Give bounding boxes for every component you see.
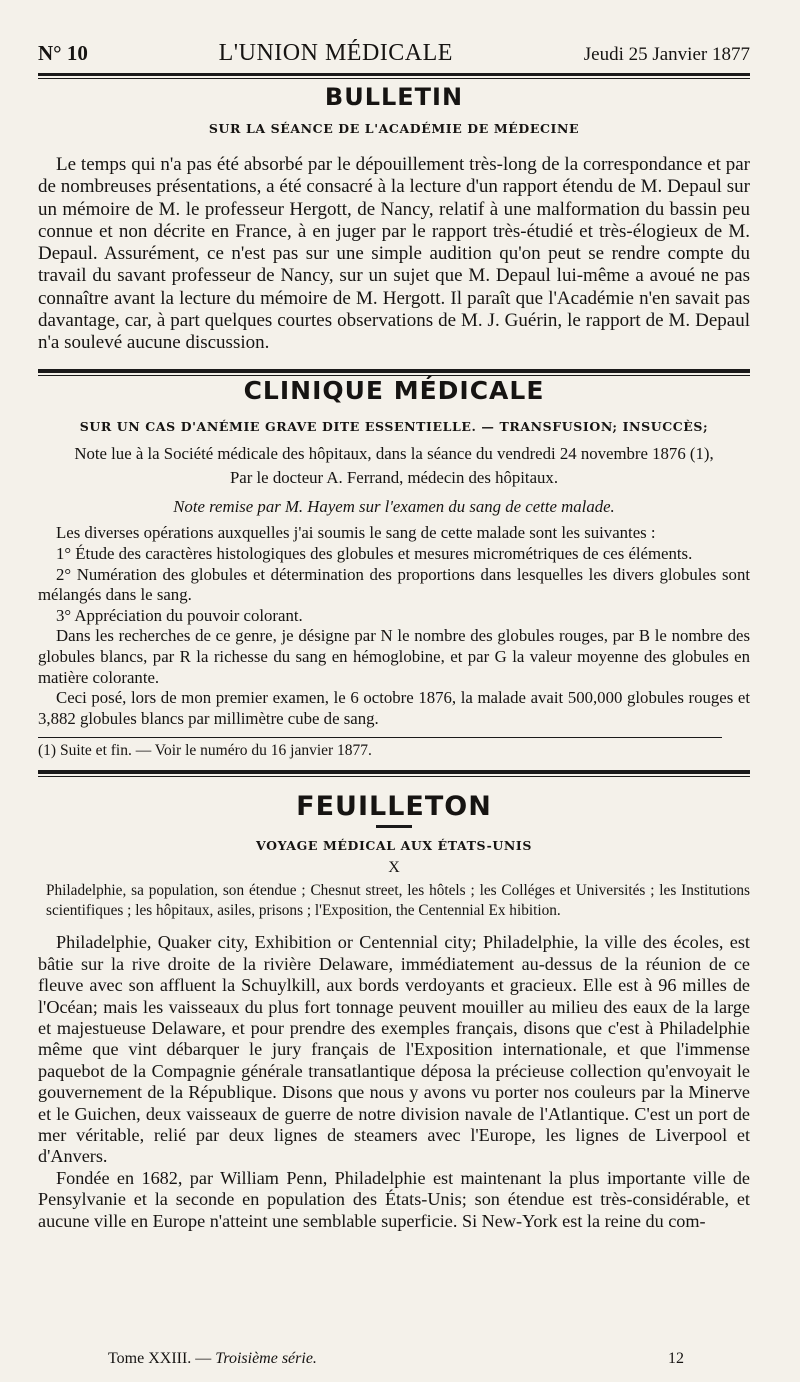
clinique-title: CLINIQUE MÉDICALE [243, 375, 545, 405]
clinique-section [38, 376, 750, 761]
page-header [38, 0, 750, 67]
clinique-item-2: 2° Numération des globules et détermination des proportions dans lesquelles les divers globules sont mélangés dans le sang. [38, 564, 750, 605]
feuilleton-para-2: Fondée en 1682, par William Penn, Philadelphie est maintenant la plus importante ville de Pensylvanie et la seconde en population des États-Unis; son étendue est très-considérable, et aucune ville en Europe n'atteint une semblable superficie. Si New-York est la reine du com- [38, 1167, 750, 1231]
clinique-subtitle: SUR UN CAS D'ANÉMIE GRAVE DITE ESSENTIELLE. — TRANSFUSION; INSUCCÈS; [79, 418, 709, 434]
page-number: 12 [668, 1350, 684, 1367]
title-ornament-rule [376, 825, 412, 828]
feuilleton-subtitle: VOYAGE MÉDICAL AUX ÉTATS-UNIS [256, 838, 532, 854]
page-footer [108, 1350, 684, 1368]
footnote-rule [38, 737, 722, 738]
feuilleton-section [38, 791, 750, 1232]
clinique-footnote: (1) Suite et fin. — Voir le numéro du 16 janvier 1877. [38, 742, 372, 760]
clinique-remise: Note remise par M. Hayem sur l'examen du sang de cette malade. [173, 496, 615, 516]
series-label: Troisième série. [215, 1350, 317, 1367]
clinique-para-1: Dans les recherches de ce genre, je désigne par N le nombre des globules rouges, par B le nombre des globules blancs, par R la richesse du sang en hémoglobine, et par G la valeur moyenne des globules en matière colorante. [38, 626, 750, 687]
clinique-item-3: 3° Appréciation du pouvoir colorant. [56, 605, 303, 625]
bulletin-title: BULLETIN [324, 83, 464, 111]
issue-date: Jeudi 25 Janvier 1877 [583, 44, 750, 65]
clinique-para-2: Ceci posé, lors de mon premier examen, le 6 octobre 1876, la malade avait 500,000 globules rouges et 3,882 globules blancs par millimètre cube de sang. [38, 688, 750, 728]
bulletin-subtitle: SUR LA SÉANCE DE L'ACADÉMIE DE MÉDECINE [208, 121, 580, 136]
section-divider [38, 369, 750, 376]
feuilleton-para-1: Philadelphie, Quaker city, Exhibition or Centennial city; Philadelphie, la ville des écoles, est bâtie sur la rive droite de la rivière Delaware, immédiatement au-dessus de la réunion de ce fleuve avec son affluent la Schuylkill, aux bords verdoyants et gracieux. Elle est à 96 milles de l'Océan; mais les vaisseaux du plus fort tonnage peuvent mouiller au milieu des eaux de la large et majestueuse Delaware, et pour prendre des exemples français, disons que c'est à Philadelphie même que vint débarquer le jury français de l'Exposition internationale, et que l'immense paquebot de la Compagnie générale transatlantique déposa la précieuse collection qu'envoyait le gouvernement de la République. Disons que nous y avons vu porter nos couleurs par la Minerve et le Guichen, deux vaisseaux de guerre de notre division navale de l'Atlantique. C'est un port de mer véritable, relié par deux lignes de steamers avec l'Europe, les lignes de Liverpool et d'Anvers. [38, 932, 750, 1167]
journal-title: L'UNION MÉDICALE [218, 40, 453, 66]
chapter-summary: Philadelphie, sa population, son étendue ; Chesnut street, les hôtels ; les Colléges et Universités ; les Institutions scientifiques ; les hôpitaux, asiles, prisons ; l'Exposition, the Centennial Ex hibition. [46, 882, 750, 919]
header-rule [38, 73, 750, 79]
feuilleton-title: FEUILLETON [296, 791, 492, 823]
chapter-number: X [388, 859, 400, 877]
bulletin-section [38, 83, 750, 355]
volume-number: Tome XXIII. — [108, 1350, 216, 1367]
volume-info [108, 1350, 317, 1368]
section-divider-2 [38, 770, 750, 777]
clinique-author: Par le docteur A. Ferrand, médecin des hôpitaux. [229, 468, 559, 488]
clinique-intro: Les diverses opérations auxquelles j'ai soumis le sang de cette malade sont les suivantes : [56, 523, 656, 543]
clinique-item-1: 1° Étude des caractères histologiques des globules et mesures micrométriques de ces éléments. [56, 544, 693, 564]
clinique-note: Note lue à la Société médicale des hôpitaux, dans la séance du vendredi 24 novembre 1876 (1), [74, 443, 714, 463]
issue-number: N° 10 [38, 41, 88, 65]
bulletin-text: Le temps qui n'a pas été absorbé par le dépouillement très-long de la correspondance et par de nombreuses présentations, a été consacré à la lecture d'un rapport étendu de M. Depaul sur un mémoire de M. le professeur Hergott, de Nancy, relatif à une malformation du bassin peu connue et non décrite en France, à en juger par le rapport très-étudié et très-élogieux de M. Depaul. Assurément, ce n'est pas sur une simple audition qu'on peut se rendre compte du travail du savant professeur de Nancy, sur un sujet que M. Depaul lui-même a avoué ne pas connaître avant la lecture du mémoire de M. Hergott. Il paraît que l'Académie n'en savait pas davantage, car, à part quelques courtes observations de M. J. Guérin, le rapport de M. Depaul n'a soulevé aucune discussion. [38, 154, 750, 354]
